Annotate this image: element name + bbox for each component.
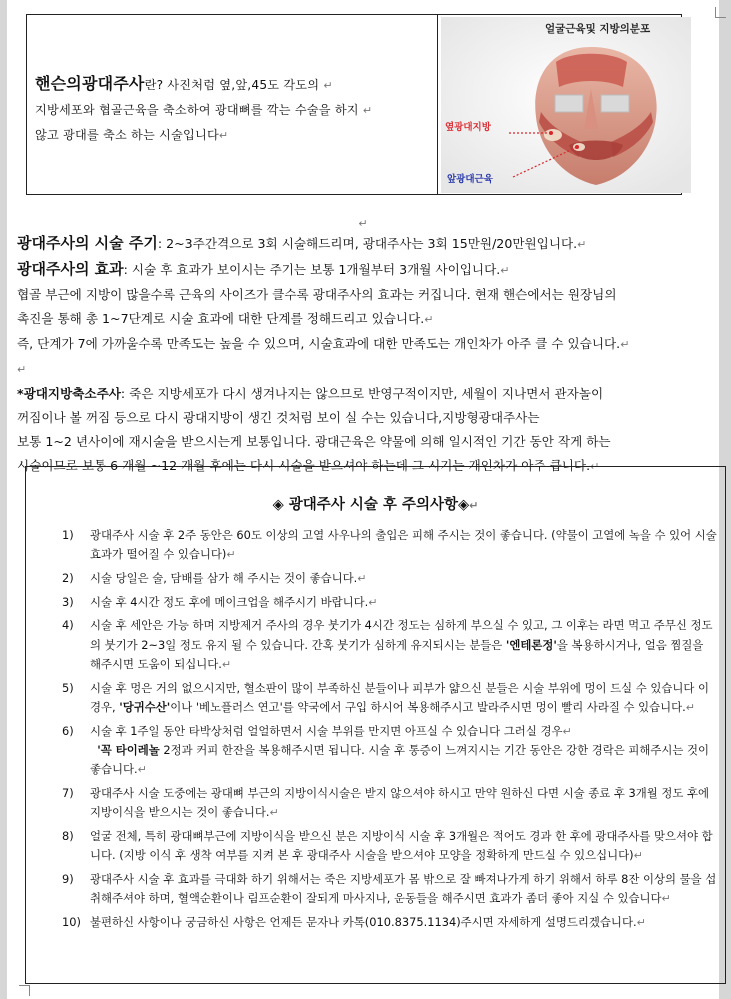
cycle-heading: 광대주사의 시술 주기: [17, 234, 158, 252]
label-front-muscle: 앞광대근육: [447, 174, 493, 185]
crop-mark-bottom-left: [19, 985, 30, 996]
intro-line-2: 지방세포와 협골근육을 축소하여 광대뼈를 깍는 수술을 하지 ↵: [35, 103, 373, 117]
paragraph-mark: ↵: [323, 79, 333, 92]
eye-cover-left: [555, 95, 583, 112]
list-item: 1) 광대주사 시술 후 2주 동안은 60도 이상의 고열 사우나의 출입은 피해 주시는 것이 좋습니다. (약물이 고열에 녹을 수 있어 시술 효과가 떨어질 수 있습니다)↵: [62, 528, 717, 562]
figure-title: 얼굴근육및 지방의분포: [545, 23, 651, 35]
paragraph-mark: ↵: [358, 217, 368, 230]
empty-line: ↵: [17, 363, 27, 376]
note-line-3: 보통 1~2 년사이에 재시술을 받으시는게 보통입니다. 광대근육은 약물에 의해 일시적인 기간 동안 작게 하는: [17, 434, 611, 449]
list-item: 8) 얼굴 전체, 특히 광대뼈부근에 지방이식을 받으신 분은 지방이식 시술 후 3개월은 적어도 경과 한 후에 광대주사를 맞으셔야 합니다. (지방 이식 후 생착 여부를 지켜 본 후 광대주사 시술을 받으셔야 모양을 정확하게 만드실 수 있으십니다)↵: [62, 828, 713, 863]
list-item: 2) 시술 당일은 술, 담배를 삼가 해 주시는 것이 좋습니다.↵: [62, 570, 367, 585]
document-page: [7, 0, 719, 999]
intro-line-1: [35, 71, 427, 98]
label-side-fat: 옆광대지방: [445, 122, 491, 133]
effect-text: : 시술 후 효과가 보이시는 주기는 보통 1개월부터 3개월 사이입니다.: [123, 262, 501, 277]
medicine-name: '꼭 타이레놀: [97, 742, 160, 757]
list-item: 7) 광대주사 시술 도중에는 광대뼈 부근의 지방이식시술은 받지 않으셔야 하시고 만약 원하신 다면 시술 종료 후 3개월 정도 후에 지방이식을 받으시는 것이 좋습니다.↵: [62, 785, 709, 820]
note-line-4: 시술이므로 보통 6 개월 ~12 개월 후에는 다시 시술을 받으셔야 하는데 그 시기는 개인차가 아주 큽니다.↵: [17, 458, 600, 473]
eye-cover-right: [601, 95, 629, 112]
note-line-2: 꺼짐이나 볼 꺼짐 등으로 다시 광대지방이 생긴 것처럼 보이 실 수는 있습니다,지방형광대주사는: [17, 410, 540, 425]
intro-table: [26, 14, 682, 195]
effect-line-2: 촉진을 통해 총 1~7단계로 시술 효과에 대한 단계를 정해드리고 있습니다.↵: [17, 311, 434, 326]
note-text: : 죽은 지방세포가 다시 생겨나지는 않으므로 반영구적이지만, 세월이 지나면서 관자놀이: [120, 386, 604, 401]
body-text: [17, 215, 719, 479]
cycle-text: : 2~3주간격으로 3회 시술해드리며, 광대주사는 3회 15만원/20만원입니다.: [157, 236, 578, 251]
list-item: 5) 시술 후 멍은 거의 없으시지만, 혈소판이 많이 부족하신 분들이나 피부가 얇으신 분들은 시술 부위에 멍이 드실 수 있습니다 이 경우, '당귀수산'이나 '베노플러스 연고'를 약국에서 구입 하시어 복용해주시고 발라주시면 멍이 빨리 사라질 수 있습니다.↵: [62, 680, 709, 714]
note-heading: *광대지방축소주사: [17, 386, 121, 401]
effect-line-1: 협골 부근에 지방이 많을수록 근육의 사이즈가 클수록 광대주사의 효과는 커집니다. 현재 핸슨에서는 원장님의: [17, 287, 617, 302]
intro-cell: [35, 71, 427, 148]
crop-mark-top-right: [715, 7, 726, 18]
medicine-name: '당귀수산': [119, 699, 171, 714]
paragraph-mark: ↵: [218, 129, 229, 142]
list-item: 3) 시술 후 4시간 정도 후에 메이크업을 해주시기 바랍니다.↵: [62, 594, 378, 609]
effect-paragraph: 광대주사의 효과: 시술 후 효과가 보이시는 주기는 보통 1개월부터 3개월 사이입니다.↵: [17, 260, 510, 278]
list-item: 9) 광대주사 시술 후 효과를 극대화 하기 위해서는 죽은 지방세포가 몸 밖으로 잘 빠져나가게 하기 위해서 하루 8잔 이상의 물을 섭취해주셔야 하며, 혈액순환이나 림프순환이 잘되게 마사지나, 운동들을 해주시면 효과가 좀더 좋아 지실 수 있습니다↵: [62, 871, 717, 906]
medicine-name: '엔테론정': [505, 637, 557, 652]
precautions-box: [25, 466, 726, 984]
effect-line-3: 즉, 단계가 7에 가까울수록 만족도는 높을 수 있으며, 시술효과에 대한 만족도는 개인차가 아주 클 수 있습니다.↵: [17, 336, 630, 351]
effect-heading: 광대주사의 효과: [17, 260, 124, 278]
list-item: 6) 시술 후 1주일 동안 타박상처럼 얼얼하면서 시술 부위를 만지면 아프실 수 있습니다 그러실 경우↵ '꼭 타이레놀 2정과 커피 한잔을 복용해주시면 됩니다. 시술 후 통증이 느껴지시는 기간 동안은 강한 경락은 피해주시는 것이 좋습니다.↵: [62, 723, 710, 777]
intro-line-3: 않고 광대를 축소 하는 시술입니다↵: [35, 128, 229, 142]
intro-title-suffix: 란? 사진처럼 옆,앞,45도 각도의: [144, 78, 320, 92]
list-item: 10) 불편하신 사항이나 궁금하신 사항은 언제든 문자나 카톡(010.8375.1134)주시면 자세하게 설명드리겠습니다.↵: [62, 914, 646, 929]
list-item: 4) 시술 후 세안은 가능 하며 지방제거 주사의 경우 붓기가 4시간 정도는 심하게 부으실 수 있고, 그 이후는 라면 먹고 주무신 정도의 붓기가 2~3일 정도 유지 될 수 있습니다. 간혹 붓기가 심하게 유지되시는 분들은 '엔테론정'을 복용하시거나, 얼음 찜질을 해주시면 도움이 되십니다.↵: [62, 618, 713, 671]
face-illustration: [441, 17, 691, 193]
intro-title: 핸슨의광대주사: [35, 74, 145, 93]
paragraph-mark: ↵: [362, 104, 373, 117]
precautions-title: ◈ 광대주사 시술 후 주의사항◈↵: [272, 497, 479, 513]
precautions-list: [26, 526, 725, 932]
cycle-paragraph: 광대주사의 시술 주기: 2~3주간격으로 3회 시술해드리며, 광대주사는 3회 15만원/20만원입니다.↵: [17, 234, 587, 252]
face-muscle-figure: [441, 17, 691, 193]
table-divider: [437, 15, 438, 194]
note-line-1: [17, 382, 719, 406]
